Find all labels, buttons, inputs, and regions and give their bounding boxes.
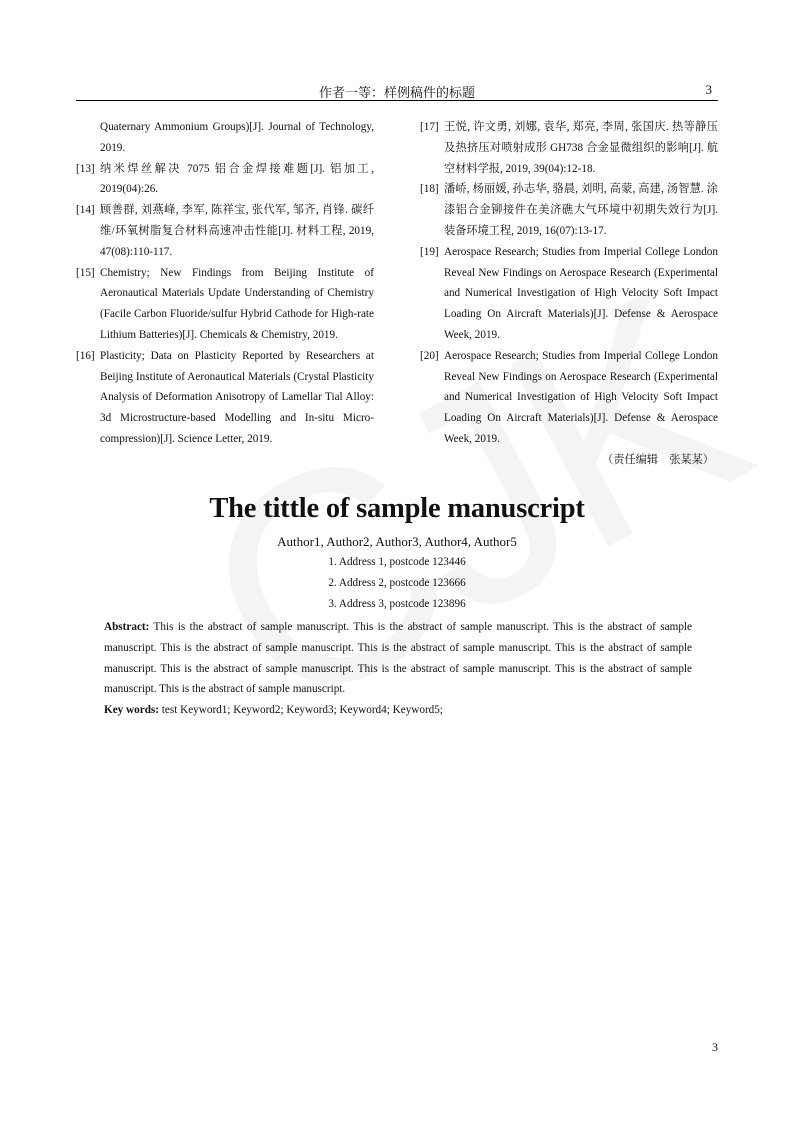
english-title: The tittle of sample manuscript bbox=[209, 493, 585, 524]
reference-number: [15] bbox=[76, 266, 95, 279]
reference-item bbox=[420, 117, 718, 179]
reference-text: 纳米焊丝解决 7075 铝合金焊接难题[J]. 铝加工, 2019(04):26. bbox=[100, 162, 374, 196]
abstract bbox=[104, 617, 692, 700]
reference-item bbox=[76, 263, 374, 346]
reference-number: [13] bbox=[76, 162, 95, 175]
reference-text: Aerospace Research; Studies from Imperial College London Reveal New Findings on Aerospace Research (Experimental and Numerical Investigation of High Velocity Soft Impact Loading On Aircraft Materials)[J]. Defense & Aerospace Week, 2019. bbox=[444, 245, 718, 341]
address-line: 3. Address 3, postcode 123896 bbox=[328, 598, 466, 610]
references-right-column bbox=[420, 117, 718, 471]
reference-number: [19] bbox=[420, 245, 439, 258]
english-authors: Author1, Author2, Author3, Author4, Author5 bbox=[277, 534, 517, 549]
reference-number: [16] bbox=[76, 349, 95, 362]
reference-item bbox=[420, 242, 718, 346]
reference-text: Chemistry; New Findings from Beijing Institute of Aeronautical Materials Update Understanding of Chemistry (Facile Carbon Fluoride/sulfur Hybrid Cathode for High-rate Lithium Batteries)[J]. Chemicals & Chemistry, 2019. bbox=[100, 266, 374, 341]
references-left-column bbox=[76, 117, 374, 450]
reference-number: [20] bbox=[420, 349, 439, 362]
keywords-text: test Keyword1; Keyword2; Keyword3; Keyword4; Keyword5; bbox=[159, 704, 443, 716]
reference-number: [18] bbox=[420, 183, 439, 196]
reference-text: Aerospace Research; Studies from Imperial College London Reveal New Findings on Aerospace Research (Experimental and Numerical Investigation of High Velocity Soft Impact Loading On Aircraft Materials)[J]. Defense & Aerospace Week, 2019. bbox=[444, 349, 718, 445]
reference-text: Quaternary Ammonium Groups)[J]. Journal of Technology, 2019. bbox=[100, 121, 374, 154]
reference-item bbox=[76, 346, 374, 450]
address-line: 1. Address 1, postcode 123446 bbox=[328, 556, 466, 568]
footer-page-number: 3 bbox=[712, 1040, 718, 1054]
reference-item bbox=[76, 117, 374, 159]
reference-number: [17] bbox=[420, 121, 439, 133]
reference-number: [14] bbox=[76, 204, 95, 217]
address-line: 2. Address 2, postcode 123666 bbox=[328, 577, 466, 589]
reference-item bbox=[76, 200, 374, 262]
reference-text: 王悦, 许文勇, 刘娜, 袁华, 郑亮, 李周, 张国庆. 热等静压及热挤压对喷射成形 GH738 合金显微组织的影响[J]. 航空材料学报, 2019, 39(04):12-18. bbox=[444, 121, 718, 175]
responsible-editor: （责任编辑 张某某） bbox=[602, 453, 714, 466]
reference-item bbox=[76, 159, 374, 201]
keywords-label: Key words: bbox=[104, 704, 159, 716]
header-page-number: 3 bbox=[705, 82, 712, 97]
reference-item bbox=[420, 179, 718, 241]
header-title: 作者一等：样例稿件的标题 bbox=[318, 85, 475, 100]
keywords bbox=[104, 700, 692, 721]
abstract-label: Abstract: bbox=[104, 621, 150, 633]
reference-text: Plasticity; Data on Plasticity Reported by Researchers at Beijing Institute of Aeronautical Materials (Crystal Plasticity Analysis of Deformation Anisotropy of Lamellar Tial Alloy: 3d Microstructure-based Modelling and In-situ Micro-compression)[J]. Science Letter, 2019. bbox=[100, 349, 374, 445]
reference-text: 潘峤, 杨丽媛, 孙志华, 骆晨, 刘明, 高蒙, 高建, 汤智慧. 涂漆铝合金铆接件在美济礁大气环境中初期失效行为[J]. 装备环境工程, 2019, 16(07):13-17. bbox=[444, 183, 718, 237]
running-header bbox=[76, 82, 718, 101]
reference-text: 顾善群, 刘燕峰, 李军, 陈祥宝, 张代军, 邹齐, 肖锋. 碳纤维/环氧树脂复合材料高速冲击性能[J]. 材料工程, 2019, 47(08):110-117. bbox=[100, 204, 374, 258]
abstract-text: This is the abstract of sample manuscript. This is the abstract of sample manuscript. This is the abstract of sample manuscript. This is the abstract of sample manuscript. This is the abstract of sample manuscript. This is the abstract of sample manuscript. This is the abstract of sample manuscript. This is the abstract of sample manuscript. This is the abstract of sample manuscript. This is the abstract of sample manuscript. bbox=[104, 621, 692, 696]
reference-item bbox=[420, 346, 718, 450]
